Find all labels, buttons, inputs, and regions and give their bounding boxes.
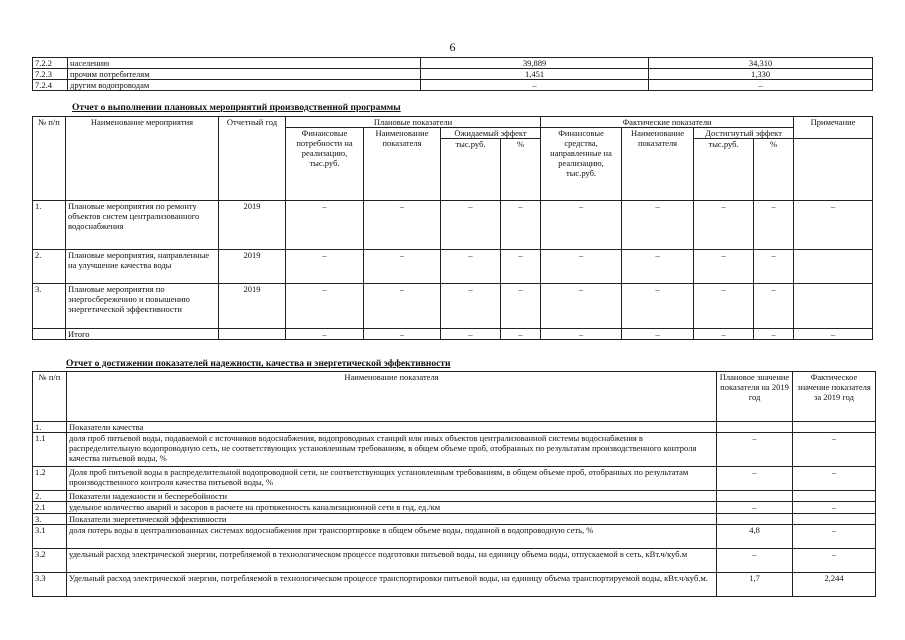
header-note: Примечание [794, 117, 873, 139]
row-number: 1. [33, 422, 67, 433]
row-cell: – [364, 329, 441, 340]
row-cell: – [501, 201, 541, 250]
header-name: Наименование мероприятия [66, 117, 219, 201]
row-number: 3.2 [33, 549, 67, 573]
row-cell: – [622, 284, 694, 329]
header-achieved-effect: Достигнутый эффект [694, 128, 794, 139]
row-plan: – [717, 467, 793, 491]
row-cell [794, 250, 873, 284]
row-cell: – [694, 284, 754, 329]
header-actual: Фактическое значение показателя за 2019 год [793, 372, 876, 422]
row-cell: – [364, 250, 441, 284]
row-cell: – [286, 201, 364, 250]
row-cell: – [501, 250, 541, 284]
row-number: 2. [33, 491, 67, 502]
row-cell: – [541, 329, 622, 340]
program-table [32, 116, 873, 340]
row-number: 1.1 [33, 433, 67, 467]
row-name: населению [68, 58, 421, 69]
header-indicator-name: Наименование показателя [364, 128, 441, 201]
row-number [33, 329, 66, 340]
row-fact: – [793, 433, 876, 467]
row-name: Итого [66, 329, 219, 340]
row-name: доля потерь воды в централизованных системах водоснабжения при транспортировке в общем объеме воды, поданной в водопроводную сеть, % [67, 525, 717, 549]
row-cell: – [441, 201, 501, 250]
table-row [33, 491, 876, 502]
table-row [33, 284, 873, 329]
table-row [33, 525, 876, 549]
row-cell: – [694, 201, 754, 250]
row-cell: – [541, 284, 622, 329]
header-percent: % [501, 139, 541, 201]
row-fact: 2,244 [793, 573, 876, 597]
row-fact: – [793, 549, 876, 573]
section-title-program: Отчет о выполнении плановых мероприятий производственной программы [72, 103, 401, 113]
header-note-sub [794, 139, 873, 201]
table-row [33, 433, 876, 467]
table-row [33, 573, 876, 597]
row-plan: – [717, 433, 793, 467]
row-cell: – [441, 250, 501, 284]
header-percent-2: % [754, 139, 794, 201]
row-cell: – [754, 250, 794, 284]
row-cell: – [501, 284, 541, 329]
row-value-1: 1,451 [421, 69, 649, 80]
table-row [33, 80, 873, 91]
row-value-2: 1,330 [649, 69, 873, 80]
header-actual: Фактические показатели [541, 117, 794, 128]
row-name: Показатели надежности и бесперебойности [67, 491, 717, 502]
row-cell: – [541, 201, 622, 250]
row-fact [793, 514, 876, 525]
row-name: прочим потребителям [68, 69, 421, 80]
row-value-1: 39,889 [421, 58, 649, 69]
header-thous-rub-2: тыс.руб. [694, 139, 754, 201]
header-indicator-name-2: Наименование показателя [622, 128, 694, 201]
row-cell: – [794, 201, 873, 250]
row-year: 2019 [219, 201, 286, 250]
row-number: 3. [33, 284, 66, 329]
row-fact [793, 422, 876, 433]
row-plan [717, 491, 793, 502]
row-value-2: – [649, 80, 873, 91]
row-name: другим водопроводам [68, 80, 421, 91]
row-name: Плановые мероприятия, направленные на улучшение качества воды [66, 250, 219, 284]
indicators-table [32, 371, 876, 597]
row-name: Показатели качества [67, 422, 717, 433]
row-cell: – [754, 329, 794, 340]
row-plan: 4,8 [717, 525, 793, 549]
row-number: 7.2.3 [33, 69, 68, 80]
row-plan: – [717, 502, 793, 514]
table-row [33, 514, 876, 525]
row-year: 2019 [219, 284, 286, 329]
row-cell: – [754, 284, 794, 329]
row-fact [793, 491, 876, 502]
table-row [33, 250, 873, 284]
row-cell: – [541, 250, 622, 284]
row-plan [717, 514, 793, 525]
section-title-indicators: Отчет о достижении показателей надежности, качества и энергетической эффективности [66, 359, 451, 369]
row-name: Доля проб питьевой воды в распределительной водопроводной сети, не соответствующих установленным требованиям, в общем объеме проб, отобранных по результатам производственного контроля качества питьевой воды, % [67, 467, 717, 491]
row-cell: – [794, 329, 873, 340]
table-row [33, 201, 873, 250]
row-number: 3. [33, 514, 67, 525]
row-cell: – [694, 250, 754, 284]
row-name: Удельный расход электрической энергии, потребляемой в технологическом процессе транспортировки питьевой воды, на единицу объема транспортируемой воды, кВт.ч/куб.м. [67, 573, 717, 597]
row-value-2: 34,310 [649, 58, 873, 69]
row-cell [794, 284, 873, 329]
row-number: 3.3 [33, 573, 67, 597]
table-row [33, 467, 876, 491]
header-num: № п/п [33, 117, 66, 201]
row-year [219, 329, 286, 340]
row-cell: – [364, 201, 441, 250]
row-cell: – [622, 250, 694, 284]
row-cell: – [441, 284, 501, 329]
row-number: 7.2.4 [33, 80, 68, 91]
row-plan: – [717, 549, 793, 573]
header-fin-needs: Финансовые потребности на реализацию, тыс.руб. [286, 128, 364, 201]
header-planned: Плановые показатели [286, 117, 541, 128]
row-number: 1. [33, 201, 66, 250]
row-plan [717, 422, 793, 433]
row-cell: – [286, 329, 364, 340]
row-cell: – [286, 250, 364, 284]
table-row [33, 58, 873, 69]
top-table [32, 57, 873, 91]
row-name: удельный расход электрической энергии, потребляемой в технологическом процессе подготовки питьевой воды, на единицу объема воды, отпускаемой в сеть, кВт.ч/куб.м [67, 549, 717, 573]
row-name: Плановые мероприятия по ремонту объектов систем централизованного водоснабжения [66, 201, 219, 250]
header-fin-means: Финансовые средства, направленные на реализацию, тыс.руб. [541, 128, 622, 201]
row-fact: – [793, 467, 876, 491]
row-cell: – [622, 329, 694, 340]
page-number: 6 [449, 40, 456, 54]
row-name: доля проб питьевой воды, подаваемой с источников водоснабжения, водопроводных станций или иных объектов централизованной системы водоснабжения в распределительную водопроводную сеть, не соответствующих установленным требованиям, в общем объеме проб, отобранных по результатам производственного контроля качества питьевой воды, % [67, 433, 717, 467]
row-cell: – [441, 329, 501, 340]
row-cell: – [754, 201, 794, 250]
row-cell: – [286, 284, 364, 329]
header-thous-rub: тыс.руб. [441, 139, 501, 201]
row-plan: 1,7 [717, 573, 793, 597]
row-number: 3.1 [33, 525, 67, 549]
table-row-total [33, 329, 873, 340]
row-year: 2019 [219, 250, 286, 284]
row-cell: – [501, 329, 541, 340]
header-name: Наименование показателя [67, 372, 717, 422]
table-row [33, 549, 876, 573]
header-planned: Плановое значение показателя на 2019 год [717, 372, 793, 422]
row-name: Плановые мероприятия по энергосбережению и повышению энергетической эффективности [66, 284, 219, 329]
row-number: 2. [33, 250, 66, 284]
table-row [33, 422, 876, 433]
row-fact: – [793, 525, 876, 549]
table-row [33, 502, 876, 514]
header-expected-effect: Ожидаемый эффект [441, 128, 541, 139]
table-row [33, 69, 873, 80]
row-cell: – [622, 201, 694, 250]
row-name: удельное количество аварий и засоров в расчете на протяженность канализационной сети в год, ед./км [67, 502, 717, 514]
row-value-1: – [421, 80, 649, 91]
row-cell: – [694, 329, 754, 340]
header-num: № п/п [33, 372, 67, 422]
row-cell: – [364, 284, 441, 329]
row-fact: – [793, 502, 876, 514]
row-name: Показатели энергетической эффективности [67, 514, 717, 525]
header-year: Отчетный год [219, 117, 286, 201]
row-number: 2.1 [33, 502, 67, 514]
row-number: 7.2.2 [33, 58, 68, 69]
row-number: 1.2 [33, 467, 67, 491]
